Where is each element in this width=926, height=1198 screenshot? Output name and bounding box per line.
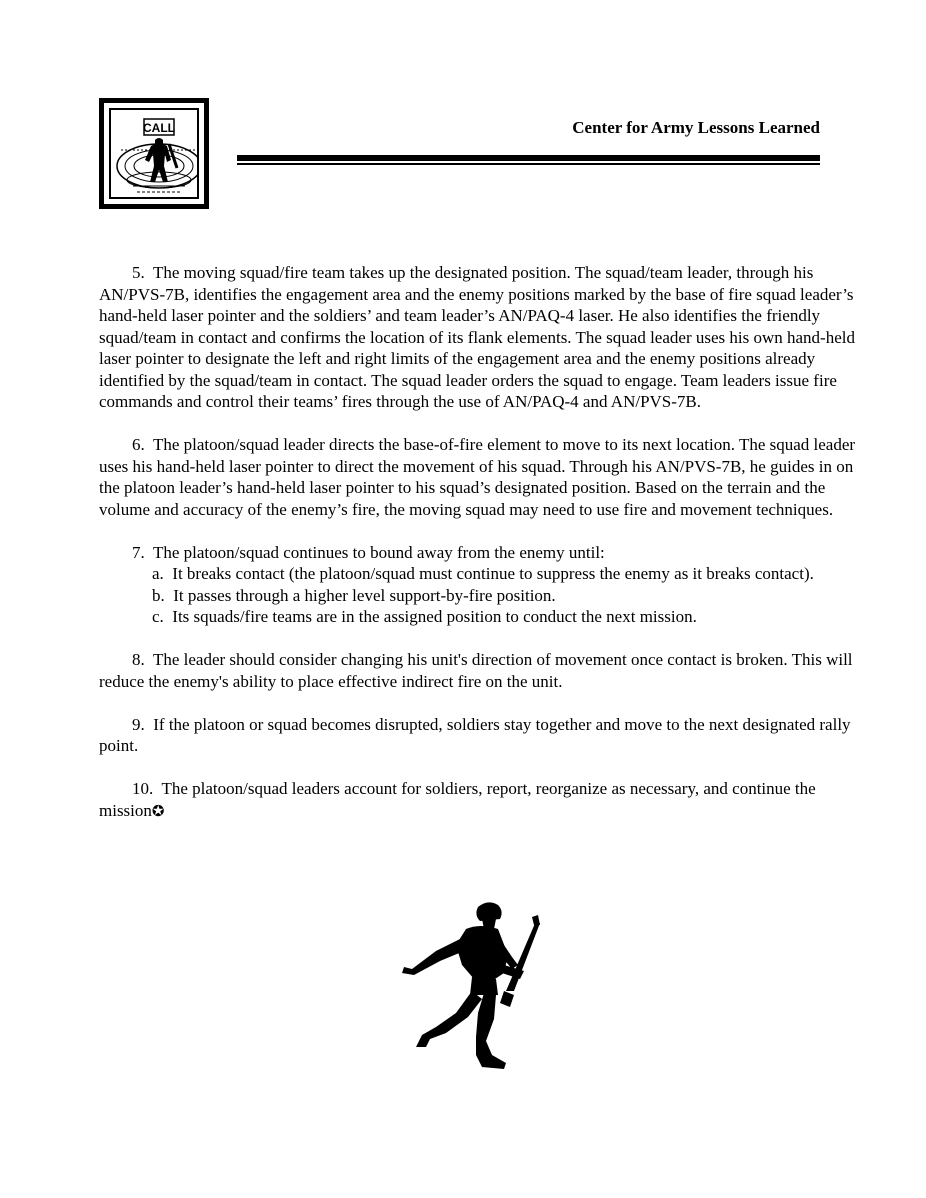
list-item-text: It passes through a higher level support-by-fire position.	[173, 585, 556, 605]
header-rule-thin	[237, 163, 820, 165]
list-item-letter: a.	[152, 564, 164, 583]
paragraph-7	[99, 542, 859, 628]
paragraph-9	[99, 714, 859, 757]
list-item-text: It breaks contact (the platoon/squad must continue to suppress the enemy as it breaks contact).	[172, 564, 814, 583]
end-of-article-star-icon: ✪	[151, 803, 165, 820]
paragraph-number: 7.	[132, 542, 145, 562]
paragraph-10	[99, 778, 859, 823]
paragraph-number: 5.	[132, 263, 145, 282]
paragraph-8	[99, 649, 859, 692]
paragraph-number: 6.	[132, 435, 145, 454]
list-item-letter: c.	[152, 607, 164, 626]
paragraph-text: The platoon/squad continues to bound away from the enemy until:	[152, 542, 605, 562]
call-emblem-graphic	[111, 110, 199, 199]
paragraph-number: 10.	[132, 779, 154, 798]
paragraph-text: If the platoon or squad becomes disrupted, soldiers stay together and move to the next designated rally point.	[99, 714, 851, 755]
list-item-a	[99, 563, 859, 585]
organization-name: Center for Army Lessons Learned	[572, 118, 820, 137]
running-soldier-silhouette-icon	[396, 895, 546, 1070]
paragraph-text: The platoon/squad leader directs the base-of-fire element to move to its next location. The squad leader uses his hand-held laser pointer to direct the movement of his squad. Through his AN/PVS-7B, he guides in on the platoon leader’s hand-held laser pointer to his squad’s designated position. Based on the terrain and the volume and accuracy of the enemy’s fire, the moving squad may need to use fire and movement techniques.	[99, 435, 856, 519]
call-logo	[99, 98, 209, 209]
document-body	[99, 262, 859, 845]
paragraph-number: 9.	[132, 714, 145, 734]
paragraph-text: The leader should consider changing his unit's direction of movement once contact is broken. This will reduce the enemy's ability to place effective indirect fire on the unit.	[99, 650, 853, 691]
header-rule-thick	[237, 155, 820, 161]
logo-label: CALL	[143, 121, 175, 135]
list-item-b	[99, 585, 859, 607]
paragraph-text: The platoon/squad leaders account for soldiers, report, reorganize as necessary, and continue the mission	[99, 779, 816, 820]
paragraph-6	[99, 434, 859, 520]
paragraph-5	[99, 262, 859, 413]
list-item-text: Its squads/fire teams are in the assigned position to conduct the next mission.	[172, 607, 697, 626]
list-item-letter: b.	[152, 585, 165, 605]
paragraph-number: 8.	[132, 650, 145, 669]
paragraph-text: The moving squad/fire team takes up the designated position. The squad/team leader, through his AN/PVS-7B, identifies the engagement area and the enemy positions marked by the base of fire squad leader’s hand-held laser pointer and the soldiers’ and team leader’s AN/PAQ-4 laser. He also identifies the friendly squad/team in contact and confirms the location of its flank elements. The squad leader uses his own hand-held laser pointer to designate the left and right limits of the engagement area and the enemy positions already identified by the squad/team in contact. The squad leader orders the squad to engage. Team leaders issue fire commands and control their teams’ fires through the use of AN/PAQ-4 and AN/PVS-7B.	[99, 263, 855, 411]
list-item-c	[99, 606, 859, 628]
paragraph-7-lead	[99, 542, 859, 564]
